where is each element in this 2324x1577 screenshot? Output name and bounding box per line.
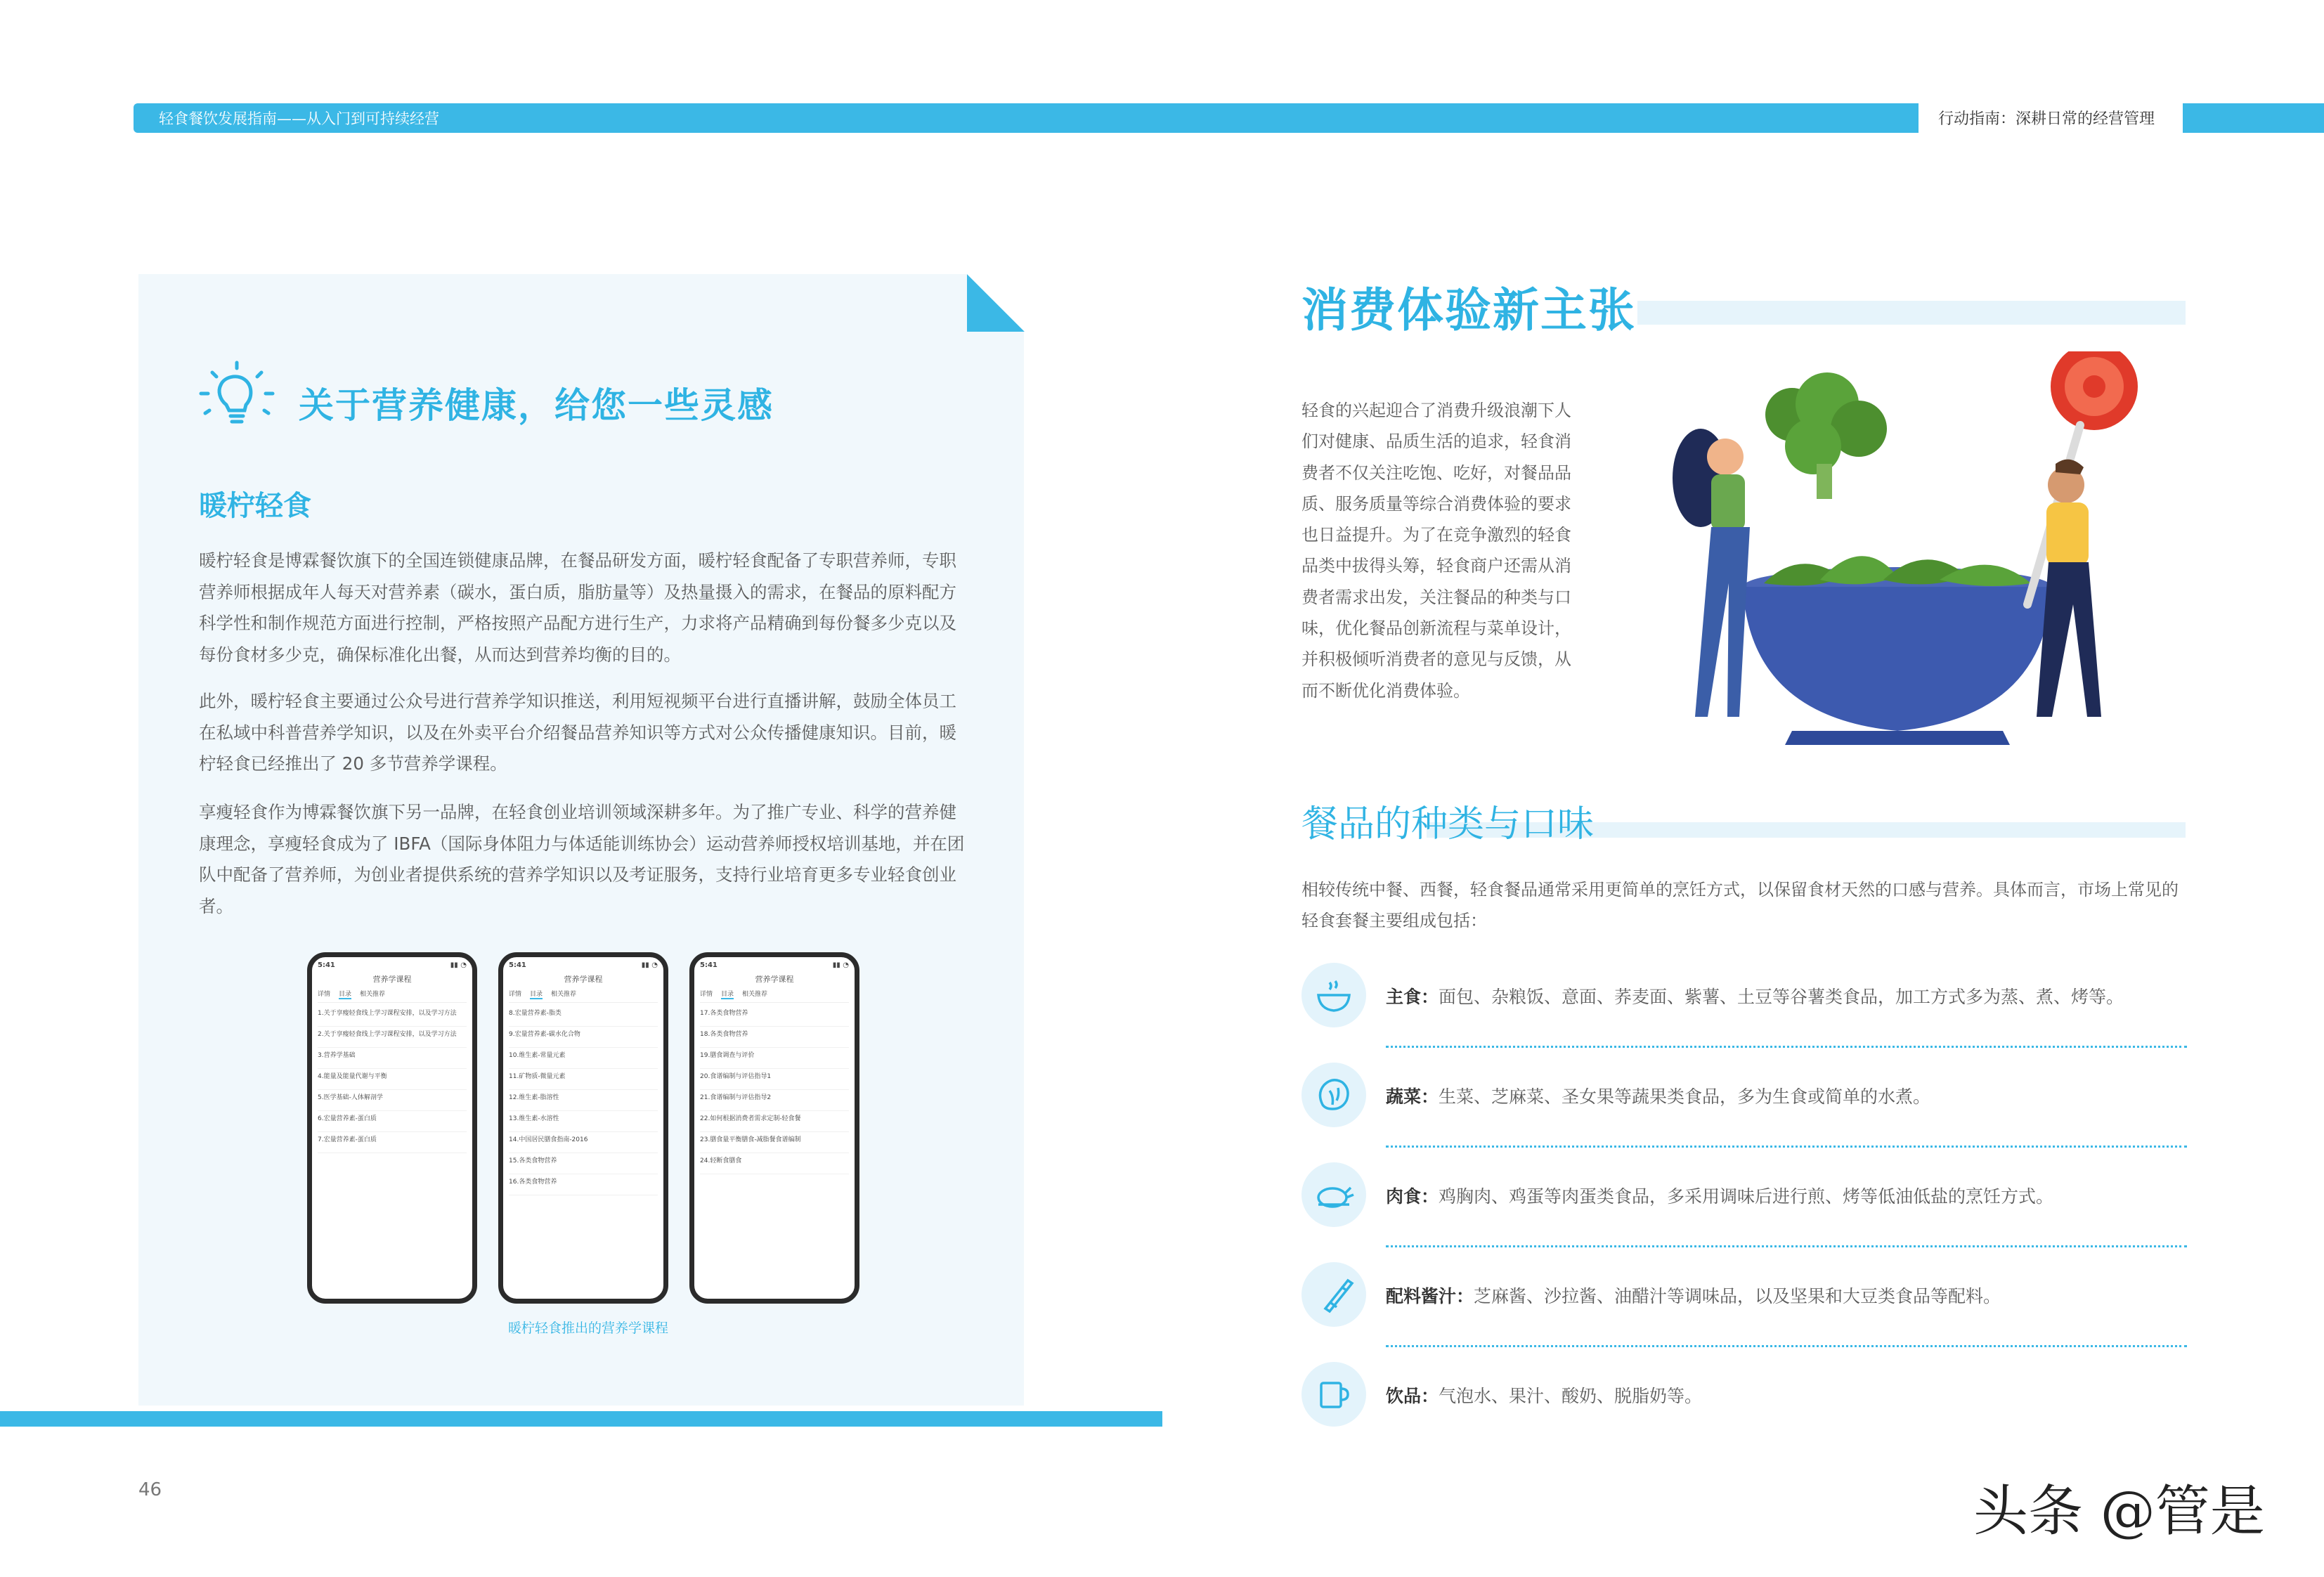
bottom-bar bbox=[0, 1411, 1162, 1427]
course-list-item[interactable]: 7.宏量营养素-蛋白质 bbox=[318, 1132, 467, 1153]
phone-tab[interactable]: 详情 bbox=[700, 991, 713, 998]
phone-title: 营养学课程 bbox=[755, 975, 794, 984]
sauce-bottle-icon bbox=[1301, 1262, 1366, 1327]
course-list-item[interactable]: 14.中国居民膳食指南-2016 bbox=[509, 1132, 658, 1153]
course-list-item[interactable]: 13.维生素-水溶性 bbox=[509, 1111, 658, 1132]
phone-screen bbox=[307, 952, 477, 1304]
tip-title: 关于营养健康，给您一些灵感 bbox=[299, 385, 774, 426]
course-list-item[interactable]: 21.食谱编制与评估指导2 bbox=[700, 1090, 849, 1111]
item-sauce-text: 芝麻酱、沙拉酱、油醋汁等调味品，以及坚果和大豆类食品等配料。 bbox=[1474, 1286, 2001, 1306]
phone-title: 营养学课程 bbox=[372, 975, 412, 984]
right-sub-intro: 相较传统中餐、西餐，轻食餐品通常采用更简单的烹饪方式，以保留食材天然的口感与营养。具体而言，市场上常见的轻食套餐主要组成包括： bbox=[1301, 880, 2179, 930]
cup-icon bbox=[1301, 1362, 1366, 1427]
course-list-item[interactable]: 20.食谱编制与评估指导1 bbox=[700, 1069, 849, 1090]
item-staple-text: 面包、杂粮饭、意面、荞麦面、紫薯、土豆等谷薯类食品，加工方式多为蒸、煮、烤等。 bbox=[1439, 987, 2124, 1007]
phone-screen bbox=[689, 952, 859, 1304]
course-list-item[interactable]: 23.膳食量平衡膳食-减脂餐食谱编制 bbox=[700, 1132, 849, 1153]
signal-icon: ▮▮ ◔ bbox=[450, 961, 467, 969]
right-sub-title: 餐品的种类与口味 bbox=[1301, 803, 1595, 845]
phone-time: 5:41 bbox=[318, 961, 335, 969]
chicken-icon bbox=[1301, 1162, 1366, 1227]
phone-caption: 暖柠轻食推出的营养学课程 bbox=[507, 1320, 668, 1336]
course-list-item[interactable]: 1.关于享瘦轻食线上学习课程安排，以及学习方法 bbox=[318, 1006, 467, 1027]
bowl-icon bbox=[1301, 963, 1366, 1027]
header-right-title: 行动指南：深耕日常的经营管理 bbox=[1938, 110, 2155, 128]
divider bbox=[1386, 1345, 2187, 1347]
course-list-item[interactable]: 9.宏量营养素-碳水化合物 bbox=[509, 1027, 658, 1048]
course-list-item[interactable]: 5.医学基础-人体解剖学 bbox=[318, 1090, 467, 1111]
divider bbox=[1386, 1245, 2187, 1247]
course-list-item[interactable]: 24.轻断食膳食 bbox=[700, 1153, 849, 1174]
divider bbox=[1386, 1046, 2187, 1048]
header-bar-right bbox=[2183, 103, 2324, 133]
brand-title: 暖柠轻食 bbox=[199, 490, 311, 522]
paragraph-2: 此外，暖柠轻食主要通过公众号进行营养学知识推送，利用短视频平台进行直播讲解，鼓励全体员工在私域中科普营养学知识，以及在外卖平台介绍餐品营养知识等方式对公众传播健康知识。目前，暖柠轻食已经推出了 20 多节营养学课程。 bbox=[199, 691, 956, 774]
course-list-item[interactable]: 15.各类食物营养 bbox=[509, 1153, 658, 1174]
phone-screen bbox=[498, 952, 668, 1304]
phone-time: 5:41 bbox=[509, 961, 526, 969]
course-list-item[interactable]: 3.营养学基础 bbox=[318, 1048, 467, 1069]
course-list-item[interactable]: 18.各类食物营养 bbox=[700, 1027, 849, 1048]
item-vegetable-text: 生菜、芝麻菜、圣女果等蔬果类食品，多为生食或简单的水煮。 bbox=[1439, 1086, 1931, 1107]
phone-tab[interactable]: 相关推荐 bbox=[360, 991, 386, 998]
phone-tab[interactable]: 相关推荐 bbox=[551, 991, 577, 998]
phone-tab[interactable]: 目录 bbox=[339, 989, 351, 999]
item-sauce: 配料酱汁：芝麻酱、沙拉酱、油醋汁等调味品，以及坚果和大豆类食品等配料。 bbox=[1301, 1262, 2187, 1339]
paragraph-3: 享瘦轻食作为博霖餐饮旗下另一品牌，在轻食创业培训领域深耕多年。为了推广专业、科学的营养健康理念，享瘦轻食成为了 IBFA（国际身体阻力与体适能训练协会）运动营养师授权培训基地，并在团队中配备了营养师，为创业者提供系统的营养学知识以及考证服务，支持行业培育更多专业轻食创业者。 bbox=[199, 802, 965, 916]
item-meat: 肉食：鸡胸肉、鸡蛋等肉蛋类食品，多采用调味后进行煎、烤等低油低盐的烹饪方式。 bbox=[1301, 1162, 2187, 1240]
course-list-item[interactable]: 12.维生素-脂溶性 bbox=[509, 1090, 658, 1111]
phone-tab[interactable]: 目录 bbox=[530, 989, 543, 999]
course-list-item[interactable]: 4.能量及能量代谢与平衡 bbox=[318, 1069, 467, 1090]
page-number: 46 bbox=[138, 1479, 162, 1500]
lettuce-icon bbox=[1301, 1063, 1366, 1127]
divider bbox=[1386, 1146, 2187, 1148]
course-list-item[interactable]: 22.如何根据消费者需求定制-轻食餐 bbox=[700, 1111, 849, 1132]
item-meat-text: 鸡胸肉、鸡蛋等肉蛋类食品，多采用调味后进行煎、烤等低油低盐的烹饪方式。 bbox=[1439, 1186, 2054, 1207]
right-intro: 轻食的兴起迎合了消费升级浪潮下人们对健康、品质生活的追求，轻食消费者不仅关注吃饱、吃好，对餐品品质、服务质量等综合消费体验的要求也日益提升。为了在竞争激烈的轻食品类中拔得头筹，轻食商户还需从消费者需求出发，关注餐品的种类与口味，优化餐品创新流程与菜单设计，并积极倾听消费者的意见与反馈，从而不断优化消费体验。 bbox=[1301, 401, 1571, 701]
salad-illustration bbox=[1616, 351, 2179, 773]
course-list-item[interactable]: 2.关于享瘦轻食线上学习课程安排，以及学习方法 bbox=[318, 1027, 467, 1048]
course-list-item[interactable]: 8.宏量营养素-脂类 bbox=[509, 1006, 658, 1027]
header-bar-left bbox=[134, 103, 1919, 133]
signal-icon: ▮▮ ◔ bbox=[641, 961, 658, 969]
phone-tab[interactable]: 目录 bbox=[721, 989, 734, 999]
watermark: 头条 @管是 bbox=[1973, 1480, 2265, 1543]
header-left-title: 轻食餐饮发展指南——从入门到可持续经营 bbox=[159, 110, 439, 127]
item-staple: 主食：面包、杂粮饭、意面、荞麦面、紫薯、土豆等谷薯类食品，加工方式多为蒸、煮、烤等。 bbox=[1301, 963, 2187, 1040]
phone-tab[interactable]: 详情 bbox=[509, 991, 522, 998]
phone-tab[interactable]: 相关推荐 bbox=[742, 991, 768, 998]
course-list-item[interactable]: 6.宏量营养素-蛋白质 bbox=[318, 1111, 467, 1132]
phone-screenshots bbox=[307, 952, 869, 1304]
paragraph-1: 暖柠轻食是博霖餐饮旗下的全国连锁健康品牌，在餐品研发方面，暖柠轻食配备了专职营养师，专职营养师根据成年人每天对营养素（碳水，蛋白质，脂肪量等）及热量摄入的需求，在餐品的原料配方科学性和制作规范方面进行控制，严格按照产品配方进行生产，力求将产品精确到每份餐多少克以及每份食材多少克，确保标准化出餐，从而达到营养均衡的目的。 bbox=[199, 550, 956, 665]
phone-tab[interactable]: 详情 bbox=[318, 991, 331, 998]
item-vegetable: 蔬菜：生菜、芝麻菜、圣女果等蔬果类食品，多为生食或简单的水煮。 bbox=[1301, 1063, 2187, 1140]
course-list-item[interactable]: 19.膳食调查与评价 bbox=[700, 1048, 849, 1069]
item-drink-text: 气泡水、果汁、酸奶、脱脂奶等。 bbox=[1439, 1386, 1703, 1406]
course-list-item[interactable]: 11.矿物质-微量元素 bbox=[509, 1069, 658, 1090]
course-list-item[interactable]: 10.维生素-常量元素 bbox=[509, 1048, 658, 1069]
corner-triangle bbox=[967, 274, 1025, 332]
title-underline bbox=[1637, 301, 2186, 325]
course-list-item[interactable]: 17.各类食物营养 bbox=[700, 1006, 849, 1027]
phone-title: 营养学课程 bbox=[564, 975, 603, 984]
course-list-item[interactable]: 16.各类食物营养 bbox=[509, 1174, 658, 1195]
signal-icon: ▮▮ ◔ bbox=[832, 961, 849, 969]
lightbulb-icon bbox=[198, 358, 275, 436]
phone-time: 5:41 bbox=[700, 961, 718, 969]
right-title: 消费体验新主张 bbox=[1301, 283, 1636, 337]
item-drink: 饮品：气泡水、果汁、酸奶、脱脂奶等。 bbox=[1301, 1362, 2187, 1439]
